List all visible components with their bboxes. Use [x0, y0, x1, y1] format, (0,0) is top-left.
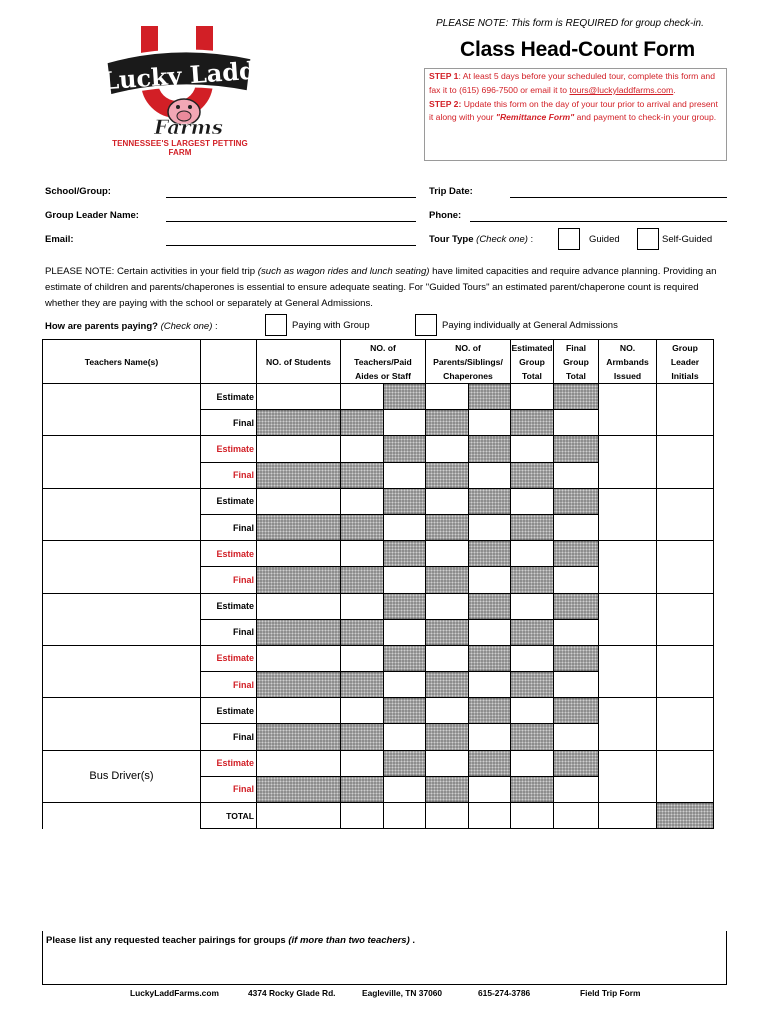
shaded-cell [257, 462, 341, 488]
entry-cell[interactable] [469, 514, 511, 540]
table-row [43, 436, 714, 462]
shaded-cell [426, 514, 469, 540]
entry-cell[interactable] [511, 698, 554, 724]
shaded-cell [426, 776, 469, 802]
final-label: Final [201, 776, 257, 802]
shaded-cell [341, 410, 384, 436]
shaded-cell [511, 724, 554, 750]
total-cell[interactable] [511, 803, 554, 829]
entry-cell[interactable] [657, 593, 714, 645]
final-label: Final [201, 672, 257, 698]
footer-phone: 615-274-3786 [478, 988, 531, 998]
total-row [43, 803, 714, 829]
entry-cell[interactable] [341, 698, 384, 724]
shaded-cell [554, 593, 599, 619]
shaded-cell [554, 436, 599, 462]
shaded-cell [469, 384, 511, 410]
self-guided-option-label: Self-Guided [662, 234, 713, 245]
email-input[interactable] [166, 245, 416, 246]
shaded-cell [341, 619, 384, 645]
paying-individually-label: Paying individually at General Admissions [442, 320, 618, 331]
teacher-name-cell[interactable] [43, 645, 201, 697]
entry-cell[interactable] [511, 645, 554, 671]
shaded-cell [511, 619, 554, 645]
shaded-cell [426, 724, 469, 750]
total-spacer [43, 803, 201, 829]
teacher-name-cell[interactable] [43, 541, 201, 593]
shaded-cell [511, 776, 554, 802]
teacher-name-cell[interactable] [43, 698, 201, 750]
shaded-cell [341, 514, 384, 540]
header-teachers-paid: NO. of Teachers/Paid Aides or Staff [341, 340, 426, 384]
entry-cell[interactable] [657, 488, 714, 540]
shaded-cell [511, 514, 554, 540]
shaded-cell [257, 672, 341, 698]
entry-cell[interactable] [554, 567, 599, 593]
header-blank [201, 340, 257, 384]
teacher-name-cell[interactable] [43, 436, 201, 488]
entry-cell[interactable] [469, 672, 511, 698]
shaded-cell [384, 436, 426, 462]
entry-cell[interactable] [511, 593, 554, 619]
shaded-cell [511, 567, 554, 593]
shaded-cell [341, 724, 384, 750]
shaded-cell [384, 645, 426, 671]
final-label: Final [201, 462, 257, 488]
header-parents: NO. of Parents/Siblings/ Chaperones [426, 340, 511, 384]
shaded-cell [426, 567, 469, 593]
trip-date-input[interactable] [510, 197, 727, 198]
entry-cell[interactable] [426, 384, 469, 410]
payment-question: How are parents paying? (Check one) : [45, 321, 218, 332]
entry-cell[interactable] [657, 645, 714, 697]
entry-cell[interactable] [554, 462, 599, 488]
page-title: Class Head-Count Form [460, 38, 695, 61]
entry-cell[interactable] [469, 462, 511, 488]
footer-address: 4374 Rocky Glade Rd. [248, 988, 336, 998]
trip-date-label: Trip Date: [429, 186, 473, 197]
shaded-cell [257, 619, 341, 645]
entry-cell[interactable] [599, 750, 657, 802]
estimate-label: Estimate [201, 488, 257, 514]
header-armbands: NO. Armbands Issued [599, 340, 657, 384]
entry-cell[interactable] [469, 724, 511, 750]
shaded-cell [554, 384, 599, 410]
shaded-cell [257, 514, 341, 540]
entry-cell[interactable] [511, 541, 554, 567]
entry-cell[interactable] [469, 776, 511, 802]
entry-cell[interactable] [469, 410, 511, 436]
entry-cell[interactable] [384, 462, 426, 488]
header-teachers-name: Teachers Name(s) [43, 340, 201, 384]
email-label: Email: [45, 234, 74, 245]
shaded-cell [554, 488, 599, 514]
step1-end: . [673, 84, 676, 95]
header-students: NO. of Students [257, 340, 341, 384]
entry-cell[interactable] [554, 672, 599, 698]
total-label: TOTAL [201, 803, 257, 829]
entry-cell[interactable] [511, 750, 554, 776]
shaded-cell [511, 462, 554, 488]
shaded-cell [469, 436, 511, 462]
entry-cell[interactable] [554, 410, 599, 436]
final-label: Final [201, 619, 257, 645]
entry-cell[interactable] [657, 698, 714, 750]
shaded-cell [426, 619, 469, 645]
entry-cell[interactable] [554, 619, 599, 645]
footer-website: LuckyLaddFarms.com [130, 988, 219, 998]
final-label: Final [201, 724, 257, 750]
entry-cell[interactable] [341, 593, 384, 619]
entry-cell[interactable] [511, 436, 554, 462]
entry-cell[interactable] [257, 488, 341, 514]
paying-with-group-checkbox[interactable] [265, 314, 287, 336]
entry-cell[interactable] [384, 724, 426, 750]
shaded-cell [469, 750, 511, 776]
table-row [43, 541, 714, 567]
shaded-cell [554, 541, 599, 567]
entry-cell[interactable] [426, 541, 469, 567]
entry-cell[interactable] [657, 384, 714, 436]
step1-label: STEP 1 [429, 71, 459, 81]
entry-cell[interactable] [341, 436, 384, 462]
entry-cell[interactable] [341, 541, 384, 567]
entry-cell[interactable] [599, 384, 657, 436]
guided-option-label: Guided [589, 234, 620, 245]
remittance-form-label: "Remittance Form" [495, 112, 575, 123]
entry-cell[interactable] [384, 410, 426, 436]
entry-cell[interactable] [554, 514, 599, 540]
shaded-cell [384, 593, 426, 619]
entry-cell[interactable] [384, 567, 426, 593]
shaded-cell [511, 672, 554, 698]
pairing-label: Please list any requested teacher pairings for groups (if more than two teachers) . [46, 935, 416, 946]
entry-cell[interactable] [426, 698, 469, 724]
tour-type-label: Tour Type (Check one) : [429, 234, 534, 245]
shaded-cell [426, 672, 469, 698]
table-row [43, 698, 714, 724]
total-cell[interactable] [554, 803, 599, 829]
estimate-label: Estimate [201, 436, 257, 462]
estimate-label: Estimate [201, 698, 257, 724]
entry-cell[interactable] [657, 750, 714, 802]
step2-text-a: Update this form on the day of your tour prior to arrival and present it along with your [429, 98, 718, 123]
entry-cell[interactable] [257, 698, 341, 724]
logo-title-text: Lucky Ladd [101, 55, 257, 96]
entry-cell[interactable] [341, 384, 384, 410]
entry-cell[interactable] [257, 645, 341, 671]
self-guided-checkbox[interactable] [637, 228, 659, 250]
bus-driver-cell[interactable]: Bus Driver(s) [43, 750, 201, 802]
table-row [43, 645, 714, 671]
tours-email-link[interactable]: tours@luckyladdfarms.com [569, 84, 674, 95]
logo-farms-text: Farms [154, 115, 224, 139]
shaded-cell [469, 593, 511, 619]
teacher-name-cell[interactable] [43, 384, 201, 436]
school-label: School/Group: [45, 186, 111, 197]
final-label: Final [201, 410, 257, 436]
footer-city: Eagleville, TN 37060 [362, 988, 443, 998]
entry-cell[interactable] [426, 436, 469, 462]
total-cell[interactable] [469, 803, 511, 829]
entry-cell[interactable] [469, 619, 511, 645]
shaded-cell [554, 645, 599, 671]
guided-checkbox[interactable] [558, 228, 580, 250]
entry-cell[interactable] [469, 567, 511, 593]
entry-cell[interactable] [341, 488, 384, 514]
shaded-cell [257, 776, 341, 802]
entry-cell[interactable] [426, 645, 469, 671]
step2-text-b: and payment to check-in your group. [574, 112, 717, 123]
header-estimated-total: Estimated Group Total [511, 340, 554, 384]
shaded-cell [257, 724, 341, 750]
shaded-cell [341, 672, 384, 698]
shaded-cell [469, 541, 511, 567]
shaded-cell [257, 567, 341, 593]
final-label: Final [201, 514, 257, 540]
shaded-cell [554, 698, 599, 724]
leader-label: Group Leader Name: [45, 210, 139, 221]
estimate-label: Estimate [201, 750, 257, 776]
shaded-cell [384, 541, 426, 567]
total-cell[interactable] [257, 803, 341, 829]
entry-cell[interactable] [384, 672, 426, 698]
entry-cell[interactable] [554, 776, 599, 802]
entry-cell[interactable] [257, 593, 341, 619]
entry-cell[interactable] [257, 750, 341, 776]
header-initials: Group Leader Initials [657, 340, 714, 384]
entry-cell[interactable] [426, 750, 469, 776]
paying-with-group-label: Paying with Group [292, 320, 370, 331]
entry-cell[interactable] [599, 488, 657, 540]
shaded-cell [657, 803, 714, 829]
shaded-cell [469, 645, 511, 671]
entry-cell[interactable] [384, 514, 426, 540]
entry-cell[interactable] [426, 488, 469, 514]
leader-input[interactable] [166, 221, 416, 222]
step2-label: STEP 2: [429, 98, 462, 109]
entry-cell[interactable] [599, 541, 657, 593]
entry-cell[interactable] [257, 436, 341, 462]
total-cell[interactable] [384, 803, 426, 829]
entry-cell[interactable] [257, 541, 341, 567]
table-row [43, 750, 714, 776]
shaded-cell [341, 567, 384, 593]
required-notice: PLEASE NOTE: This form is REQUIRED for group check-in. [436, 18, 704, 29]
entry-cell[interactable] [657, 436, 714, 488]
shaded-cell [257, 410, 341, 436]
entry-cell[interactable] [341, 645, 384, 671]
entry-cell[interactable] [657, 541, 714, 593]
shaded-cell [511, 410, 554, 436]
teacher-name-cell[interactable] [43, 593, 201, 645]
shaded-cell [384, 698, 426, 724]
shaded-cell [554, 750, 599, 776]
instructions-box [424, 68, 727, 161]
entry-cell[interactable] [511, 384, 554, 410]
entry-cell[interactable] [599, 698, 657, 750]
shaded-cell [384, 750, 426, 776]
shaded-cell [384, 384, 426, 410]
entry-cell[interactable] [426, 593, 469, 619]
estimate-label: Estimate [201, 384, 257, 410]
entry-cell[interactable] [599, 436, 657, 488]
total-cell[interactable] [426, 803, 469, 829]
teacher-name-cell[interactable] [43, 488, 201, 540]
total-cell[interactable] [599, 803, 657, 829]
entry-cell[interactable] [599, 593, 657, 645]
footer-form-name: Field Trip Form [580, 988, 641, 998]
header-final-total: Final Group Total [554, 340, 599, 384]
shaded-cell [384, 488, 426, 514]
entry-cell[interactable] [257, 384, 341, 410]
estimate-label: Estimate [201, 541, 257, 567]
entry-cell[interactable] [554, 724, 599, 750]
school-input[interactable] [166, 197, 416, 198]
table-row [43, 593, 714, 619]
paying-individually-checkbox[interactable] [415, 314, 437, 336]
table-row [43, 384, 714, 410]
head-count-table [42, 339, 714, 829]
shaded-cell [341, 776, 384, 802]
phone-input[interactable] [470, 221, 727, 222]
entry-cell[interactable] [384, 776, 426, 802]
tagline: TENNESSEE'S LARGEST PETTING FARM [112, 139, 248, 157]
capacity-note: PLEASE NOTE: Certain activities in your field trip (such as wagon rides and lunch seating) have limited capacities and require advance planning. Providing an estimate of children and parents/chaperones is essential to ensure adequate seating. For "Guided Tours" an estimated parent/chaperone count is required whether they are paying with the school or separately at General Admissions. [45, 266, 717, 309]
step1-text: : At least 5 days before your scheduled tour, complete this form and fax it to (615) 696-7500 or email it to [429, 71, 715, 95]
table-row [43, 488, 714, 514]
shaded-cell [426, 462, 469, 488]
entry-cell[interactable] [341, 750, 384, 776]
shaded-cell [341, 462, 384, 488]
estimate-label: Estimate [201, 593, 257, 619]
estimate-label: Estimate [201, 645, 257, 671]
entry-cell[interactable] [511, 488, 554, 514]
phone-label: Phone: [429, 210, 462, 221]
final-label: Final [201, 567, 257, 593]
entry-cell[interactable] [599, 645, 657, 697]
entry-cell[interactable] [384, 619, 426, 645]
shaded-cell [426, 410, 469, 436]
lucky-ladd-farms-logo [92, 22, 262, 142]
shaded-cell [469, 698, 511, 724]
total-cell[interactable] [341, 803, 384, 829]
shaded-cell [469, 488, 511, 514]
